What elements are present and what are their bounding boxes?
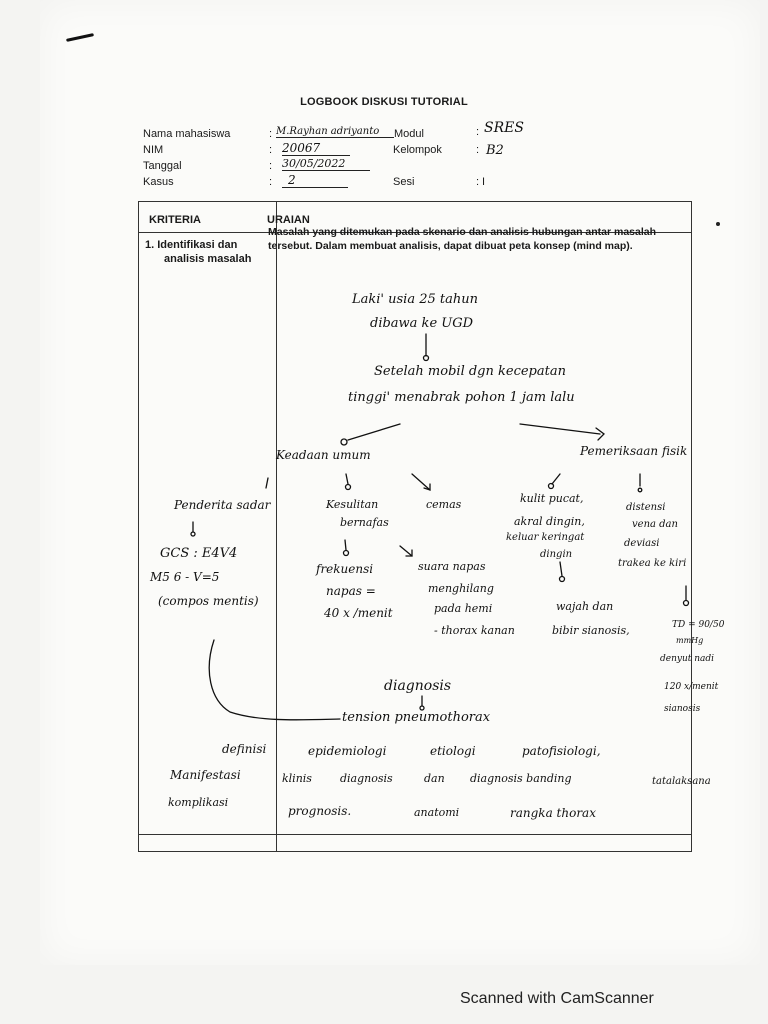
- mindmap-node-compos-mentis: (compos mentis): [158, 594, 259, 608]
- mindmap-node-sianosis: sianosis: [664, 704, 701, 714]
- mindmap-node-accident: Setelah mobil dgn kecepatan: [374, 364, 566, 379]
- nim-colon: :: [269, 144, 273, 156]
- row1-kriteria: [145, 238, 251, 266]
- mindmap-node-gcs: GCS : E4V4: [160, 546, 238, 561]
- row1-kriteria-line1: 1. Identifikasi dan: [145, 239, 238, 251]
- mindmap-node-bibir: bibir sianosis,: [552, 624, 630, 637]
- mindmap-node-kulit: kulit pucat,: [520, 492, 584, 505]
- kelompok-label: Kelompok: [393, 144, 442, 156]
- learning-klinis: klinis: [282, 772, 312, 785]
- learning-manifestasi: Manifestasi: [170, 768, 241, 782]
- learning-anatomi: anatomi: [414, 806, 460, 819]
- mindmap-node-trakea: trakea ke kiri: [618, 558, 687, 569]
- modul-label: Modul: [394, 128, 424, 140]
- kelompok-colon: :: [476, 144, 480, 156]
- mindmap-node-cemas: cemas: [426, 498, 462, 511]
- learning-tatalaksana: tatalaksana: [652, 776, 711, 787]
- learning-etiologi: etiologi: [430, 744, 476, 758]
- mindmap-node-tension-pneumothorax: tension pneumothorax: [342, 710, 491, 725]
- mindmap-node-sadar: Penderita sadar: [174, 498, 271, 512]
- mindmap-node-bernafas: bernafas: [340, 516, 389, 529]
- kelompok-value: B2: [486, 143, 504, 158]
- learning-komplikasi: komplikasi: [168, 796, 229, 809]
- learning-definisi: definisi: [222, 742, 267, 756]
- mindmap-node-patient: Laki' usia 25 tahun: [352, 292, 478, 307]
- mindmap-node-frekuensi: frekuensi: [316, 562, 374, 576]
- mindmap-node-kesulitan: Kesulitan: [326, 498, 379, 511]
- kasus-value: 2: [282, 173, 348, 188]
- sesi-label: Sesi: [393, 176, 415, 188]
- modul-colon: :: [476, 126, 480, 138]
- mindmap-node-wajah: wajah dan: [556, 600, 614, 613]
- column-divider: [276, 202, 277, 851]
- mindmap-node-dingin: dingin: [540, 549, 573, 560]
- mindmap-node-deviasi: deviasi: [624, 538, 660, 549]
- modul-value: SRES: [484, 120, 524, 136]
- mindmap-node-vena: vena dan: [632, 519, 678, 530]
- sesi-colon: :: [476, 176, 480, 188]
- mindmap-node-pemeriksaan-fisik: Pemeriksaan fisik: [580, 444, 688, 458]
- mindmap-node-hr: 120 x/menit: [664, 682, 719, 692]
- mindmap-node-distensi: distensi: [626, 502, 666, 513]
- mindmap-node-diagnosis: diagnosis: [384, 678, 452, 694]
- mindmap-node-keringat: keluar keringat: [506, 532, 585, 543]
- nim-value: 20067: [282, 141, 350, 156]
- row1-kriteria-line2: analisis masalah: [164, 253, 252, 265]
- scanner-watermark: Scanned with CamScanner: [460, 990, 654, 1007]
- nama-label: Nama mahasiswa: [143, 128, 231, 140]
- mindmap-node-td: TD = 90/50: [672, 620, 725, 630]
- mindmap-node-gcs-2: M5 6 - V=5: [150, 570, 220, 584]
- nama-colon: :: [269, 128, 273, 140]
- mindmap-node-akral: akral dingin,: [514, 515, 585, 528]
- page-title: LOGBOOK DISKUSI TUTORIAL: [300, 96, 468, 108]
- learning-rangka-thorax: rangka thorax: [510, 806, 596, 820]
- nim-label: NIM: [143, 144, 164, 156]
- nama-value: M.Rayhan adriyanto: [276, 126, 394, 138]
- mindmap-node-hemi: pada hemi: [434, 602, 493, 615]
- header-kriteria: KRITERIA: [149, 214, 201, 226]
- mindmap-node-ugd: dibawa ke UGD: [370, 316, 474, 331]
- mindmap-node-rr: 40 x /menit: [324, 606, 393, 620]
- learning-patofisiologi: patofisiologi,: [522, 744, 601, 758]
- sesi-value: I: [482, 176, 486, 188]
- learning-dan: dan: [424, 772, 445, 785]
- mindmap-node-suara-napas: suara napas: [418, 560, 486, 573]
- row1-uraian-description: Masalah yang ditemukan pada skenario dan analisis hubungan antar masalah tersebut. Dalam membuat analisis, dapat dibuat peta konsep (mind map).: [268, 226, 657, 252]
- learning-diagnosis-banding: diagnosis banding: [470, 772, 572, 785]
- learning-diagnosis: diagnosis: [340, 772, 393, 785]
- tanggal-colon: :: [269, 160, 273, 172]
- kasus-colon: :: [269, 176, 273, 188]
- tanggal-value: 30/05/2022: [282, 157, 370, 171]
- learning-epidemiologi: epidemiologi: [308, 744, 387, 758]
- mindmap-node-mmhg: mmHg: [676, 636, 704, 645]
- scan-speck: [716, 222, 720, 226]
- mindmap-node-thorax-kanan: - thorax kanan: [434, 624, 515, 637]
- mindmap-node-napas: napas =: [326, 584, 376, 598]
- learning-prognosis: prognosis.: [288, 804, 352, 818]
- header-uraian: URAIAN: [267, 214, 310, 226]
- mindmap-node-accident-2: tinggi' menabrak pohon 1 jam lalu: [348, 390, 575, 405]
- kasus-label: Kasus: [143, 176, 174, 188]
- mindmap-node-nadi: denyut nadi: [660, 654, 715, 664]
- mindmap-node-keadaan-umum: Keadaan umum: [276, 448, 371, 462]
- mindmap-node-menghilang: menghilang: [428, 582, 494, 595]
- bottom-row-divider: [139, 834, 691, 835]
- tanggal-label: Tanggal: [143, 160, 182, 172]
